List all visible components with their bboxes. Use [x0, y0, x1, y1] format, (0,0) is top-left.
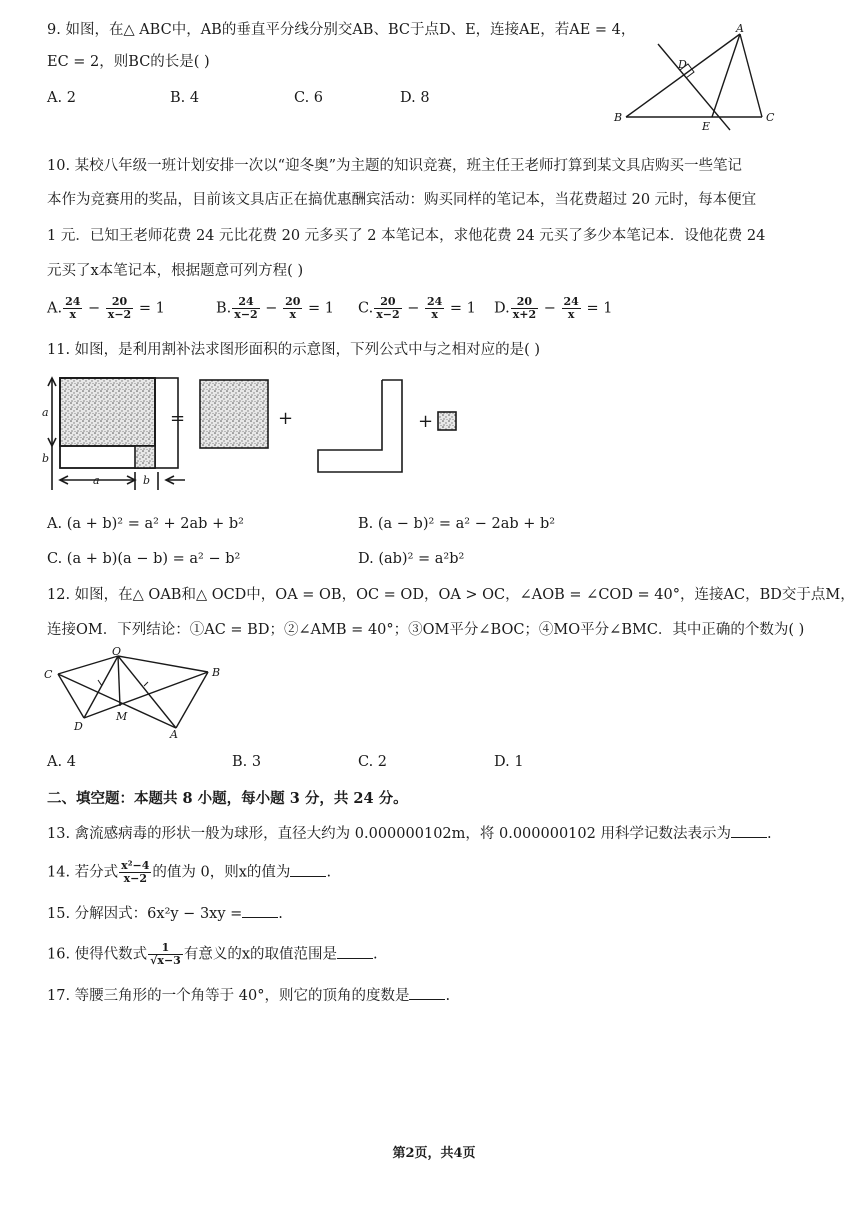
- q11-plus-sign-1: +: [278, 408, 294, 429]
- q11-equals-sign: =: [170, 408, 186, 429]
- q9-segment-ac: [740, 34, 762, 117]
- q12-triangles-figure: [40, 646, 230, 741]
- q15-tail: .: [278, 906, 283, 922]
- q9-segment-ae: [712, 34, 740, 117]
- q10-option-c: C. $\frac{20}{x-2}$ − $\frac{24}{x}$ = 1: [358, 295, 476, 321]
- q9-label-b: B: [614, 111, 623, 124]
- q11-option-d: D. (ab)² = a²b²: [358, 551, 465, 567]
- q15-text: 15. 分解因式：6x²y − 3xy =: [47, 906, 243, 922]
- q12-segment-ob: [118, 656, 208, 672]
- q10-option-d-letter: D.: [494, 300, 510, 317]
- q11-option-a: A. (a + b)² = a² + 2ab + b²: [47, 516, 244, 532]
- q11-tiny-square: [438, 412, 456, 430]
- q10-line2: 本作为竞赛用的奖品，目前该文具店正在搞优惠酬宾活动：购买同样的笔记本，当花费超过 20 元时，每本便宜: [47, 192, 757, 208]
- q9-segment-ab: [626, 34, 740, 117]
- q12-label-c: C: [44, 668, 53, 681]
- q10-option-d: D. $\frac{20}{x+2}$ − $\frac{24}{x}$ = 1: [494, 295, 613, 321]
- page-footer: 第2页，共4页: [392, 1146, 476, 1161]
- q9-line1: 9. 如图，在△ ABC中，AB的垂直平分线分别交AB、BC于点D、E，连接AE，若AE = 4，: [47, 22, 636, 38]
- q12-line2: 连接OM．下列结论：①AC = BD；②∠AMB = 40°；③OM平分∠BOC；④MO平分∠BMC．其中正确的个数为( ): [47, 622, 805, 638]
- q12-label-a: A: [170, 728, 178, 741]
- q10-option-b-letter: B.: [216, 300, 232, 317]
- q11-a-square-shaded: [60, 378, 155, 446]
- q11-option-c: C. (a + b)(a − b) = a² − b²: [47, 551, 241, 567]
- q10-line4: 元买了x本笔记本，根据题意可列方程( ): [47, 263, 304, 279]
- q11-plus-sign-2: +: [418, 411, 434, 432]
- q12-label-o: O: [112, 646, 122, 658]
- q10-option-a-frac1: $\frac{24}{x}$: [65, 295, 81, 321]
- q10-option-d-frac1: $\frac{20}{x+2}$: [512, 295, 537, 321]
- q12-label-b: B: [212, 666, 221, 679]
- q9-label-d: D: [678, 58, 687, 71]
- q10-option-b: B. $\frac{24}{x-2}$ − $\frac{20}{x}$ = 1: [216, 295, 334, 321]
- q10-option-a-frac2: $\frac{20}{x-2}$: [107, 295, 132, 321]
- q11-l-shape: [318, 380, 402, 472]
- q12-option-a: A. 4: [47, 754, 76, 770]
- q17-line: [47, 985, 450, 1006]
- q10-option-c-frac2: $\frac{24}{x}$: [427, 295, 443, 321]
- q9-option-d: D. 8: [400, 90, 430, 106]
- q14-line: [47, 860, 331, 885]
- q13-tail: .: [766, 826, 772, 842]
- q12-label-d: D: [74, 720, 83, 733]
- q16-line: [47, 942, 378, 967]
- q11-label-b-side: b: [42, 452, 50, 465]
- q10-option-b-frac2: $\frac{20}{x}$: [285, 295, 301, 321]
- q10-option-a-letter: A.: [47, 300, 63, 317]
- q13-line: [47, 823, 772, 844]
- q9-label-c: C: [766, 111, 775, 124]
- q12-option-b: B. 3: [232, 754, 262, 770]
- q14-pre: 14. 若分式: [47, 864, 119, 881]
- q10-line1: 10. 某校八年级一班计划安排一次以“迎冬奥”为主题的知识竞赛，班主任王老师打算到某文具店购买一些笔记: [47, 158, 742, 174]
- q16-fraction: $\frac{1}{√x-3}$: [150, 941, 181, 967]
- q16-post: 有意义的x的取值范围是: [183, 946, 338, 963]
- q16-answer-blank[interactable]: [337, 944, 373, 959]
- q12-option-c: C. 2: [358, 754, 388, 770]
- q14-tail: .: [326, 864, 332, 881]
- q10-option-d-frac2: $\frac{24}{x}$: [563, 295, 579, 321]
- q9-line2: EC = 2，则BC的长是( ): [47, 54, 210, 70]
- q12-label-m: M: [116, 710, 128, 723]
- q9-label-e: E: [702, 120, 711, 133]
- q10-option-c-frac1: $\frac{20}{x-2}$: [376, 295, 400, 321]
- q17-answer-blank[interactable]: [409, 985, 445, 1000]
- q13-answer-blank[interactable]: [731, 823, 767, 838]
- q12-option-d: D. 1: [494, 754, 524, 770]
- q9-option-c: C. 6: [294, 90, 324, 106]
- q14-answer-blank[interactable]: [290, 862, 326, 877]
- q10-option-a: A. $\frac{24}{x}$ − $\frac{20}{x-2}$ = 1: [47, 295, 165, 321]
- q9-label-a: A: [736, 22, 744, 35]
- q12-segment-ba: [176, 672, 208, 728]
- q11-option-b: B. (a − b)² = a² − 2ab + b²: [358, 516, 556, 532]
- q17-text: 17. 等腰三角形的一个角等于 40°，则它的顶角的度数是: [47, 988, 410, 1004]
- q12-segment-om: [118, 656, 120, 706]
- q11-small-shaded: [135, 446, 155, 468]
- q14-fraction: $\frac{\text{x²−4}}{x-2}$: [121, 859, 150, 885]
- q11-label-a-side: a: [42, 406, 49, 419]
- q9-option-a: A. 2: [47, 90, 76, 106]
- q9-option-b: B. 4: [170, 90, 200, 106]
- q15-line: [47, 903, 283, 924]
- q14-post: 的值为 0，则x的值为: [152, 864, 291, 881]
- q10-line3: 1 元．已知王老师花费 24 元比花费 20 元多买了 2 本笔记本，求他花费 24 元买了多少本笔记本．设他花费 24: [47, 228, 766, 244]
- q11-line1: 11. 如图，是利用割补法求图形面积的示意图，下列公式中与之相对应的是( ): [47, 342, 541, 358]
- q13-text: 13. 禽流感病毒的形状一般为球形，直径大约为 0.000000102m，将 0.000000102 用科学记数法表示为: [47, 826, 731, 842]
- q11-label-b-bottom: b: [143, 474, 151, 487]
- q11-area-figure: [40, 372, 480, 497]
- q15-answer-blank[interactable]: [242, 903, 278, 918]
- section2-title: 二、填空题：本题共 8 小题，每小题 3 分，共 24 分。: [47, 790, 408, 807]
- q17-tail: .: [445, 988, 451, 1004]
- q11-label-a-bottom: a: [93, 474, 100, 487]
- q16-pre: 16. 使得代数式: [47, 946, 148, 963]
- q16-tail: .: [373, 946, 378, 963]
- q10-option-b-frac1: $\frac{24}{x-2}$: [234, 295, 258, 321]
- q12-line1: 12. 如图，在△ OAB和△ OCD中，OA = OB，OC = OD，OA > OC，∠AOB = ∠COD = 40°，连接AC，BD交于点M，: [47, 587, 855, 603]
- q10-option-c-letter: C.: [358, 300, 374, 317]
- q9-triangle-figure: [612, 22, 792, 137]
- q11-middle-square: [200, 380, 268, 448]
